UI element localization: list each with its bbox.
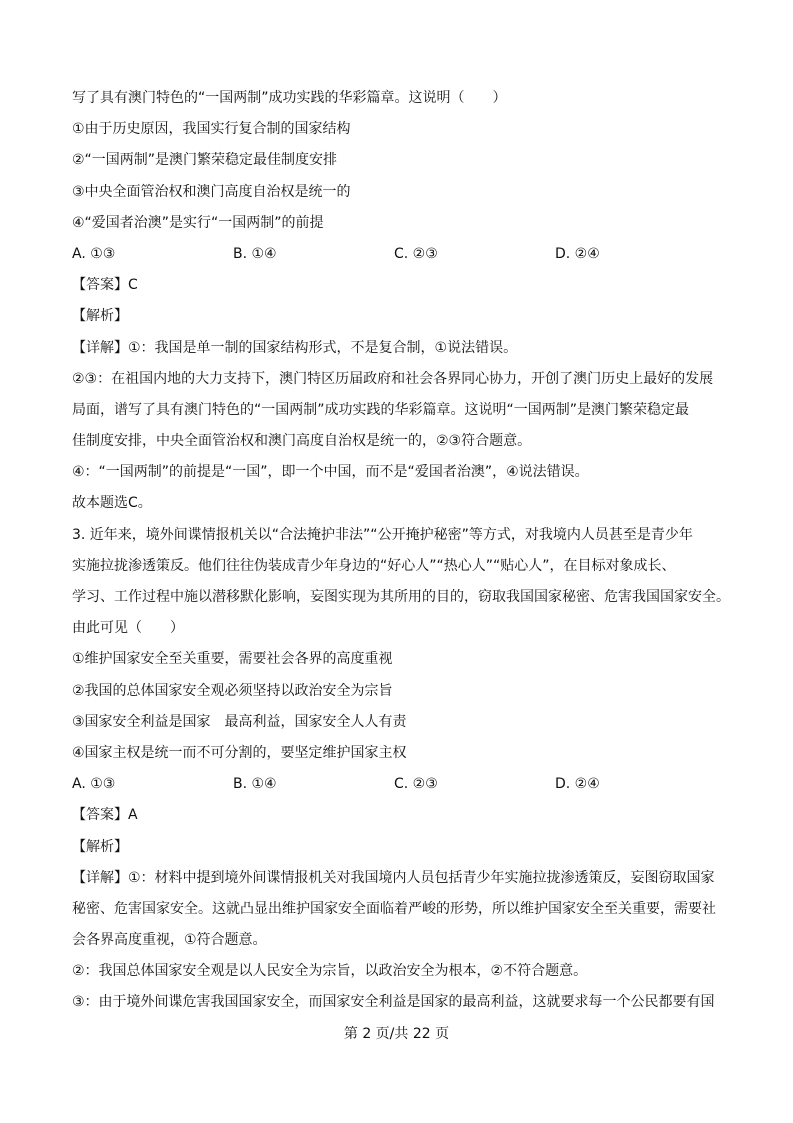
q3-options: [72, 774, 732, 794]
q2-item-3: ③中央全面管治权和澳门高度自治权是统一的: [72, 183, 351, 200]
document-page: [72, 88, 732, 1024]
q3-detail-3: 会各界高度重视，①符合题意。: [72, 932, 267, 949]
q3-detail-1: [72, 868, 732, 888]
q2-analysis-label: 【解析】: [72, 308, 128, 325]
q3-option-d: D. ②④: [555, 776, 600, 793]
q2-conclusion: 故本题选C。: [72, 495, 152, 512]
q3-stem-3: 学习、工作过程中施以潜移默化影响，妄图实现为其所用的目的，窃取我国国家秘密、危害我国国家安全。: [72, 589, 730, 605]
q2-option-c: C. ②③: [394, 245, 438, 262]
q3-item-2: ②我国的总体国家安全观必须坚持以政治安全为宗旨: [72, 682, 393, 699]
q3-option-b: B. ①④: [233, 776, 277, 793]
q2-option-a: A. ①③: [72, 245, 116, 262]
q3-answer: [72, 805, 732, 825]
q3-detail-2: 秘密、危害国家安全。这就凸显出维护国家安全面临着严峻的形势，所以维护国家安全至关重要，需要社: [72, 900, 716, 917]
q2-detail-text: ①：我国是单一制的国家结构形式，不是复合制，①说法错误。: [128, 339, 518, 356]
q3-item-4: ④国家主权是统一而不可分割的，要坚定维护国家主权: [72, 744, 407, 761]
q2-item-2: ②“一国两制”是澳门繁荣稳定最佳制度安排: [72, 152, 338, 169]
page-number-footer: 第 2 页/共 22 页: [343, 1026, 450, 1042]
q3-item-1: ①维护国家安全至关重要，需要社会各界的高度重视: [72, 651, 393, 668]
q2-detail-5: ④：“一国两制”的前提是“一国”，即一个中国，而不是“爱国者治澳”，④说法错误。: [72, 464, 589, 481]
q2-options: [72, 244, 732, 264]
q3-stem-4: 由此可见（ ）: [72, 620, 184, 637]
q2-detail-3: 局面，谱写了具有澳门特色的“一国两制”成功实践的华彩篇章。这说明“一国两制”是澳门繁荣稳定最: [72, 401, 690, 418]
q2-detail-1: [72, 338, 732, 358]
q2-item-1: ①由于历史原因，我国实行复合制的国家结构: [72, 121, 351, 138]
q3-detail-text: ①：材料中提到境外间谍情报机关对我国境内人员包括青少年实施拉拢渗透策反，妄图窃取国家: [128, 869, 715, 886]
q2-detail-4: 佳制度安排，中央全面管治权和澳门高度自治权是统一的，②③符合题意。: [72, 433, 532, 450]
q2-option-b: B. ①④: [233, 245, 277, 262]
q3-item-3: ③国家安全利益是国家 最高利益，国家安全人人有责: [72, 713, 407, 730]
q3-answer-label: 【答案】: [72, 807, 128, 824]
q2-detail-2: ②③：在祖国内地的大力支持下，澳门特区历届政府和社会各界同心协力，开创了澳门历史上最好的发展: [72, 370, 714, 387]
q3-stem-2: 实施拉拢渗透策反。他们往往伪装成青少年身边的“好心人”“热心人”“贴心人”，在目标对象成长、: [72, 557, 676, 574]
q3-answer-value: A: [128, 807, 138, 824]
q3-detail-label: 【详解】: [72, 869, 128, 886]
q3-detail-5: ③：由于境外间谍危害我国国家安全，而国家安全利益是国家的最高利益，这就要求每一个公民都要有国: [72, 994, 715, 1011]
q2-stem-tail: 写了具有澳门特色的“一国两制”成功实践的华彩篇章。这说明（ ）: [72, 90, 507, 106]
q2-answer-label: 【答案】: [72, 277, 128, 294]
q2-answer-value: C: [128, 277, 138, 294]
q2-option-d: D. ②④: [555, 245, 600, 262]
q3-option-a: A. ①③: [72, 776, 116, 793]
q2-detail-label: 【详解】: [72, 339, 128, 356]
q3-detail-4: ②：我国总体国家安全观是以人民安全为宗旨，以政治安全为根本，②不符合题意。: [72, 963, 588, 980]
q2-answer: [72, 275, 732, 295]
q3-stem-1: 3. 近年来，境外间谍情报机关以“合法掩护非法”“公开掩护秘密”等方式，对我境内人员甚至是青少年: [72, 526, 693, 543]
q3-option-c: C. ②③: [394, 776, 438, 793]
q2-item-4: ④“爱国者治澳”是实行“一国两制”的前提: [72, 214, 324, 231]
q3-analysis-label: 【解析】: [72, 838, 128, 855]
